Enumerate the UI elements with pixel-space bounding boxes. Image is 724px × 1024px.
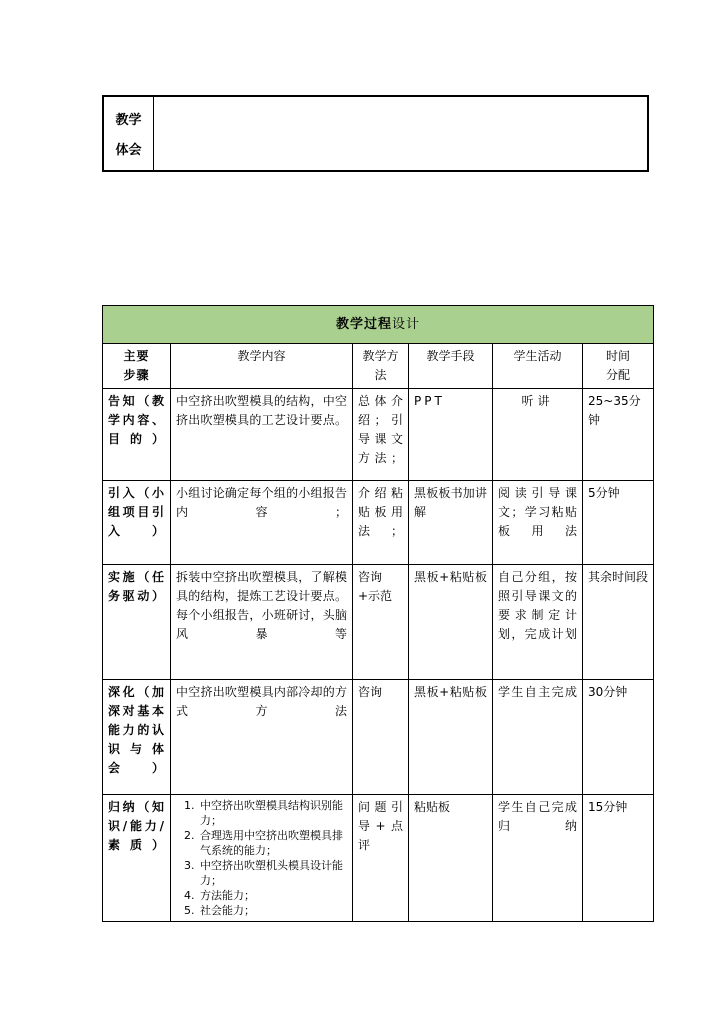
- header-means: 教学手段: [409, 344, 493, 389]
- row-time: 30分钟: [583, 680, 654, 795]
- row-step: 归纳（知识/能力/素质）: [103, 795, 171, 922]
- row-method: 咨询+示范: [353, 565, 409, 680]
- header-step: 主要 步骤: [103, 344, 171, 389]
- row-content: 小组讨论确定每个组的小组报告内容；: [171, 481, 353, 565]
- row-content: 拆装中空挤出吹塑模具，了解模具的结构，提炼工艺设计要点。每个小组报告，小班研讨，头脑风暴等: [171, 565, 353, 680]
- row-step: 深化（加深对基本能力的认识与体会）: [103, 680, 171, 795]
- row-time: 15分钟: [583, 795, 654, 922]
- row-method: 总体介绍；引导课文方法；: [353, 389, 409, 481]
- row-activity: 听讲: [493, 389, 583, 481]
- row-means: 粘贴板: [409, 795, 493, 922]
- header-content: 教学内容: [171, 344, 353, 389]
- table-title-rest: 设计: [392, 317, 421, 332]
- row-time: 25~35分钟: [583, 389, 654, 481]
- reflection-label: [104, 97, 154, 170]
- row-method: 问题引导+点评: [353, 795, 409, 922]
- row-content: 中空挤出吹塑模具的结构，中空挤出吹塑模具的工艺设计要点。: [171, 389, 353, 481]
- ability-list: [176, 798, 347, 918]
- row-method: 介绍粘贴板用法；: [353, 481, 409, 565]
- list-item: 1. 中空挤出吹塑模具结构识别能力；: [198, 798, 347, 828]
- row-means: 黑板板书加讲解: [409, 481, 493, 565]
- table-title: [103, 306, 654, 344]
- table-row: [103, 680, 654, 795]
- table-row: [103, 389, 654, 481]
- row-content: 中空挤出吹塑模具内部冷却的方式方法: [171, 680, 353, 795]
- reflection-label-line2: 体会: [115, 143, 142, 159]
- row-step: 实施（任务驱动）: [103, 565, 171, 680]
- list-item: 2. 合理选用中空挤出吹塑模具排气系统的能力；: [198, 828, 347, 858]
- row-time: 其余时间段: [583, 565, 654, 680]
- table-row: [103, 481, 654, 565]
- header-method: 教学方 法: [353, 344, 409, 389]
- row-content: [171, 795, 353, 922]
- row-step: 告知（教学内容、目的）: [103, 389, 171, 481]
- row-activity: 学生自主完成: [493, 680, 583, 795]
- header-activity: 学生活动: [493, 344, 583, 389]
- teaching-reflection-box: [102, 95, 649, 172]
- header-time: 时间 分配: [583, 344, 654, 389]
- table-title-bold: 教学过程: [336, 317, 393, 332]
- list-item: 5. 社会能力；: [198, 903, 347, 918]
- list-item: 4. 方法能力；: [198, 888, 347, 903]
- row-method: 咨询: [353, 680, 409, 795]
- table-row: [103, 795, 654, 922]
- row-activity: 阅读引导课文；学习粘贴板用法: [493, 481, 583, 565]
- teaching-process-table: [102, 305, 654, 922]
- row-means: 黑板+粘贴板: [409, 565, 493, 680]
- reflection-label-line1: 教学: [115, 112, 142, 128]
- reflection-content-area[interactable]: [154, 97, 647, 170]
- table-row: [103, 565, 654, 680]
- row-means: 黑板+粘贴板: [409, 680, 493, 795]
- row-means: PPT: [409, 389, 493, 481]
- list-item: 3. 中空挤出吹塑机头模具设计能力；: [198, 858, 347, 888]
- row-time: 5分钟: [583, 481, 654, 565]
- row-activity: 自己分组，按照引导课文的要求制定计划，完成计划: [493, 565, 583, 680]
- row-step: 引入（小组项目引入）: [103, 481, 171, 565]
- row-activity: 学生自己完成归纳: [493, 795, 583, 922]
